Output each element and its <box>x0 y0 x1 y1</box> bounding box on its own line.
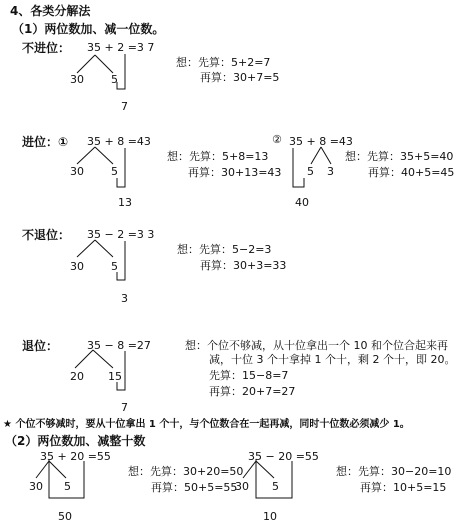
row-label-no-borrow: 不退位： <box>22 228 71 242</box>
split-right-2: 5 <box>111 165 118 178</box>
rule-note: ★ 个位不够减时，要从十位拿出 1 个十，与个位数合在一起再减，同时十位数必须减少 1。 <box>3 419 410 430</box>
split-right-3: 3 <box>327 165 334 178</box>
subsection-title-2: （2）两位数加、减整十数 <box>5 434 146 448</box>
split-right-1: 5 <box>111 73 118 86</box>
split-left-3: 5 <box>307 165 314 178</box>
expression-3: 35 + 8 =43 <box>289 135 353 148</box>
split-left-5: 20 <box>70 370 84 383</box>
result-6: 50 <box>58 510 72 523</box>
bracket-4 <box>117 241 125 280</box>
split-left-4: 30 <box>70 260 84 273</box>
result-5: 7 <box>121 401 128 414</box>
split-right-4: 5 <box>111 260 118 273</box>
then-4: 再算：30+3=33 <box>200 259 287 272</box>
first-5: 先算：15−8=7 <box>209 369 289 382</box>
result-4: 3 <box>121 292 128 305</box>
subsection-title-1: （1）两位数加、减一位数。 <box>12 22 165 36</box>
split-left-7: 30 <box>235 480 249 493</box>
result-2: 13 <box>118 196 132 209</box>
think-4: 想：先算：5−2=3 <box>177 243 272 256</box>
split-left-1: 30 <box>70 73 84 86</box>
split-lines-5 <box>75 350 113 368</box>
expression-1: 35 + 2 =3 7 <box>87 41 155 54</box>
bracket-3 <box>293 148 304 187</box>
expression-7: 35 − 20 =55 <box>248 450 319 463</box>
result-1: 7 <box>121 100 128 113</box>
think-7: 想：先算：30−20=10 <box>336 465 452 478</box>
then-6: 再算：50+5=55 <box>151 481 238 494</box>
split-right-7: 5 <box>272 480 279 493</box>
split-lines-3 <box>311 147 331 164</box>
think-5-line1: 想：个位不够减，从十位拿出一个 10 和个位合起来再 <box>185 339 448 352</box>
expression-5: 35 − 8 =27 <box>87 339 151 352</box>
think-5-line2: 减，十位 3 个十拿掉 1 个十，剩 2 个十，即 20。 <box>209 353 456 366</box>
result-3: 40 <box>295 196 309 209</box>
then-7: 再算：10+5=15 <box>360 481 447 494</box>
circle-number-2: ② <box>272 133 282 146</box>
split-lines-6 <box>36 461 66 478</box>
row-label-carry: 进位：① <box>22 135 69 149</box>
then-1: 再算：30+7=5 <box>200 71 280 84</box>
section-title: 4、各类分解法 <box>10 4 91 18</box>
row-label-borrow: 退位： <box>22 339 59 353</box>
then-3: 再算：40+5=45 <box>368 166 455 179</box>
split-left-6: 30 <box>29 480 43 493</box>
think-3: 想：先算：35+5=40 <box>345 150 454 163</box>
bracket-2 <box>117 148 125 187</box>
result-7: 10 <box>263 510 277 523</box>
split-right-5: 15 <box>108 370 122 383</box>
split-lines-1 <box>77 55 113 73</box>
split-right-6: 5 <box>64 480 71 493</box>
expression-2: 35 + 8 =43 <box>87 135 151 148</box>
split-lines-7 <box>243 461 274 478</box>
expression-4: 35 − 2 =3 3 <box>87 228 155 241</box>
split-lines-2 <box>77 147 113 164</box>
then-5: 再算：20+7=27 <box>209 385 296 398</box>
row-label-no-carry: 不进位： <box>22 41 71 55</box>
think-1: 想：先算：5+2=7 <box>176 56 271 69</box>
split-lines-4 <box>77 240 113 257</box>
think-6: 想：先算：30+20=50 <box>128 465 244 478</box>
think-2: 想：先算：5+8=13 <box>167 150 269 163</box>
then-2: 再算：30+13=43 <box>188 166 282 179</box>
split-left-2: 30 <box>70 165 84 178</box>
bracket-1 <box>117 54 125 89</box>
expression-6: 35 + 20 =55 <box>40 450 111 463</box>
